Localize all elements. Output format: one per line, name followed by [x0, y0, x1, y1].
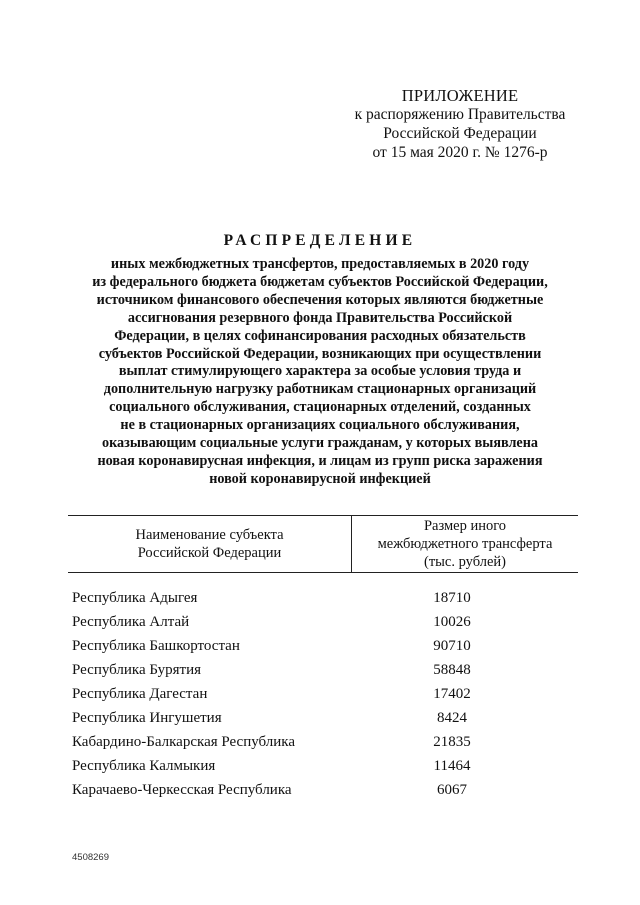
- transfer-amount: 21835: [433, 734, 471, 750]
- region-name: Республика Алтай: [72, 614, 190, 630]
- transfer-amount: 90710: [433, 638, 471, 654]
- region-name: Республика Калмыкия: [72, 758, 216, 774]
- table-row: [72, 778, 578, 802]
- header-region-line-1: Наименование субъекта: [135, 527, 284, 543]
- header-amount-line-3: (тыс. рублей): [424, 554, 506, 570]
- appendix-line-1: к распоряжению Правительства: [354, 106, 566, 123]
- table-row: [72, 682, 578, 706]
- subtitle-line: ассигнования резервного фонда Правительства Российской: [127, 309, 513, 326]
- region-name: Республика Бурятия: [72, 662, 202, 678]
- region-name: Республика Адыгея: [72, 590, 198, 606]
- header-region-line-2: Российской Федерации: [137, 545, 282, 561]
- table-row: [72, 706, 578, 730]
- region-name: Карачаево-Черкесская Республика: [72, 782, 292, 798]
- transfer-amount: 10026: [433, 614, 471, 630]
- document-heading: РАСПРЕДЕЛЕНИЕ: [223, 232, 417, 249]
- region-name: Республика Ингушетия: [72, 710, 222, 726]
- subtitle-line: Федерации, в целях софинансирования расходных обязательств: [114, 327, 526, 344]
- transfer-amount: 8424: [437, 710, 467, 726]
- transfer-amount: 6067: [437, 782, 467, 798]
- subtitle-line: социального обслуживания, стационарных отделений, созданных: [109, 399, 531, 416]
- subtitle-line: новая коронавирусная инфекция, и лицам из групп риска заражения: [97, 452, 543, 469]
- region-name: Республика Дагестан: [72, 686, 208, 702]
- subtitle-line: выплат стимулирующего характера за особые условия труда и: [118, 363, 522, 380]
- subtitle-line: не в стационарных организациях социального обслуживания,: [120, 417, 520, 434]
- transfer-amount: 11464: [433, 758, 471, 774]
- header-amount-line-1: Размер иного: [423, 518, 507, 534]
- subtitle-line: источником финансового обеспечения которых являются бюджетные: [96, 291, 544, 308]
- table-header: [68, 515, 578, 573]
- table-body: [72, 586, 578, 802]
- subtitle-line: из федерального бюджета бюджетам субъектов Российской Федерации,: [92, 273, 548, 290]
- header-amount-column: [352, 516, 578, 572]
- table-row: [72, 730, 578, 754]
- document-subtitle: [60, 256, 580, 489]
- transfer-amount: 18710: [433, 590, 471, 606]
- appendix-title: ПРИЛОЖЕНИЕ: [401, 86, 519, 105]
- table-row: [72, 634, 578, 658]
- region-name: Республика Башкортостан: [72, 638, 240, 654]
- transfer-amount: 17402: [433, 686, 471, 702]
- transfer-amount: 58848: [433, 662, 471, 678]
- appendix-line-3: от 15 мая 2020 г. № 1276-р: [372, 144, 548, 161]
- subtitle-line: иных межбюджетных трансфертов, предоставляемых в 2020 году: [110, 256, 530, 272]
- document-code: 4508269: [72, 852, 109, 863]
- header-amount-line-2: межбюджетного трансферта: [377, 536, 553, 552]
- region-name: Кабардино-Балкарская Республика: [72, 734, 296, 750]
- table-row: [72, 610, 578, 634]
- table-row: [72, 586, 578, 610]
- subtitle-line: новой коронавирусной инфекцией: [209, 470, 431, 487]
- table-row: [72, 658, 578, 682]
- header-region-column: [68, 516, 352, 572]
- appendix-block: [340, 86, 580, 162]
- appendix-line-2: Российской Федерации: [383, 125, 537, 142]
- subtitle-line: субъектов Российской Федерации, возникающих при осуществлении: [98, 345, 542, 362]
- subtitle-line: дополнительную нагрузку работникам стационарных организаций: [103, 381, 537, 398]
- table-row: [72, 754, 578, 778]
- subtitle-line: оказывающим социальные услуги гражданам, у которых выявлена: [101, 435, 538, 452]
